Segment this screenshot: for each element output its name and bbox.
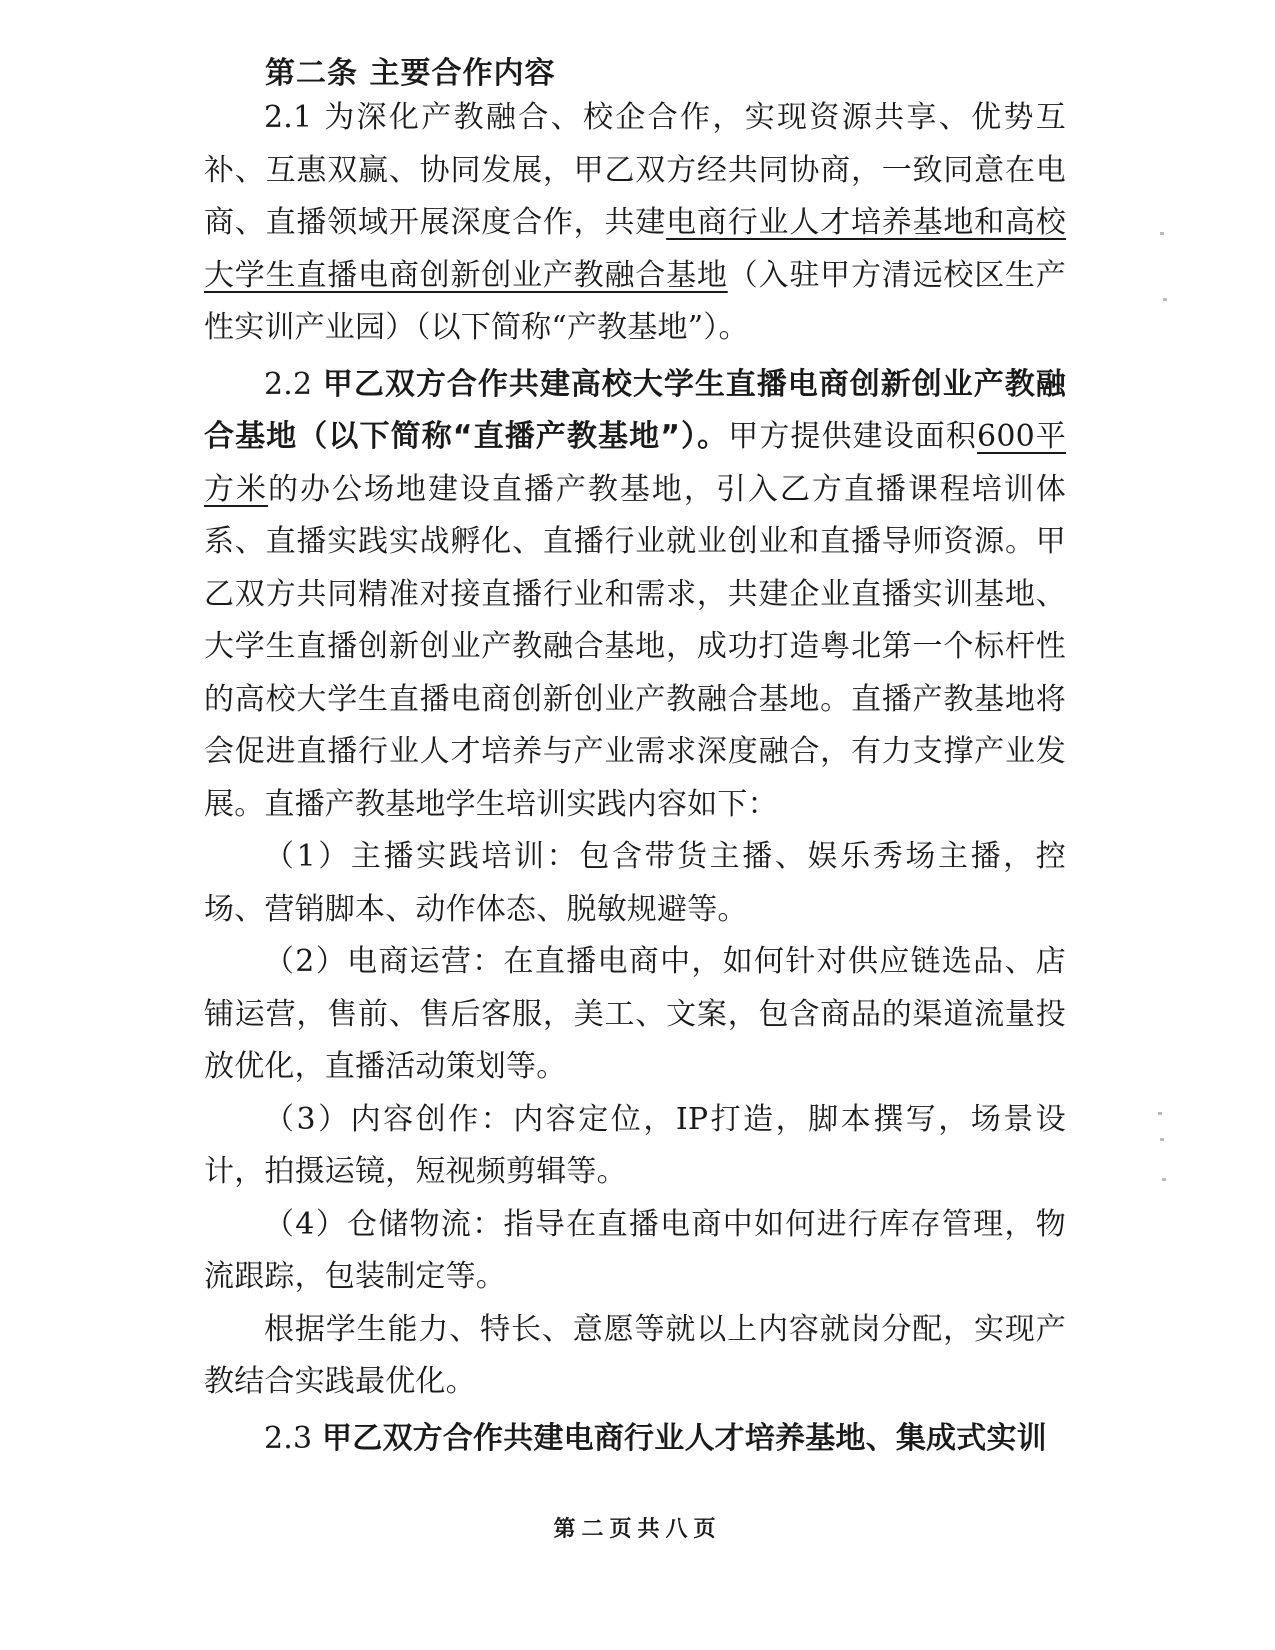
underlined-base-name: 电商行业人才培养基地和高校大学生直播电商创新创业产教融合基地 (204, 205, 1066, 293)
document-body (204, 92, 1066, 1465)
paragraph-2-2 (204, 359, 1066, 832)
clause-text: 为深化产教融合、校企合作，实现资源共享、优势互补、互惠双赢、协同发展，甲乙双方经共同协商，一致同意在电商、直播领域开展深度合作，共建 (204, 100, 1067, 240)
clause-bold-text: 甲乙双方合作共建高校大学生直播电商创新创业产教融合基地（以下简称“直播产教基地”）。 (204, 366, 1066, 454)
closing-paragraph: 根据学生能力、特长、意愿等就以上内容就岗分配，实现产教结合实践最优化。 (204, 1311, 1066, 1399)
clause-text: 的办公场地建设直播产教基地，引入乙方直播课程培训体系、直播实践实战孵化、直播行业就业创业和直播导师资源。甲乙双方共同精准对接直播行业和需求，共建企业直播实训基地、大学生直播创新创业产教融合基地，成功打造粤北第一个标杆性的高校大学生直播电商创新创业产教融合基地。直播产教基地将会促进直播行业人才培养与产业需求深度融合，有力支撑产业发展。直播产教基地学生培训实践内容如下： (204, 471, 1066, 822)
section-heading: 第二条 主要合作内容 (265, 56, 556, 91)
scan-mark (1162, 1178, 1166, 1181)
clause-number: 2.1 (264, 100, 325, 135)
paragraph-2-1 (204, 92, 1066, 355)
list-item: （3）内容创作：内容定位，IP打造，脚本撰写，场景设计，拍摄运镜，短视频剪辑等。 (204, 1101, 1066, 1189)
clause-text: （入驻甲方清远校区生产性实训产业园）（以下简称“产教基地”）。 (204, 257, 1067, 345)
list-item: （2）电商运营：在直播电商中，如何针对供应链选品、店铺运营，售前、售后客服，美工、文案，包含商品的渠道流量投放优化，直播活动策划等。 (204, 944, 1066, 1084)
clause-text: 甲方提供建设面积 (728, 419, 978, 454)
page-footer: 第二页共八页 (553, 1517, 722, 1542)
list-item: （4）仓储物流：指导在直播电商中如何进行库存管理，物流跟踪，包装制定等。 (204, 1206, 1066, 1294)
scan-mark (1158, 1112, 1162, 1115)
clause-bold-text: 甲乙双方合作共建电商行业人才培养基地、集成式实训 (322, 1420, 1047, 1456)
scan-mark (1163, 298, 1167, 301)
underlined-area: 600平方米 (204, 419, 1066, 507)
paragraph-2-3 (204, 1413, 1066, 1466)
clause-number: 2.3 (264, 1420, 323, 1456)
scan-mark (1160, 232, 1164, 235)
scan-mark (1160, 1138, 1164, 1141)
list-item: （1）主播实践培训：包含带货主播、娱乐秀场主播，控场、营销脚本、动作体态、脱敏规避等。 (204, 839, 1066, 927)
clause-number: 2.2 (264, 366, 323, 402)
